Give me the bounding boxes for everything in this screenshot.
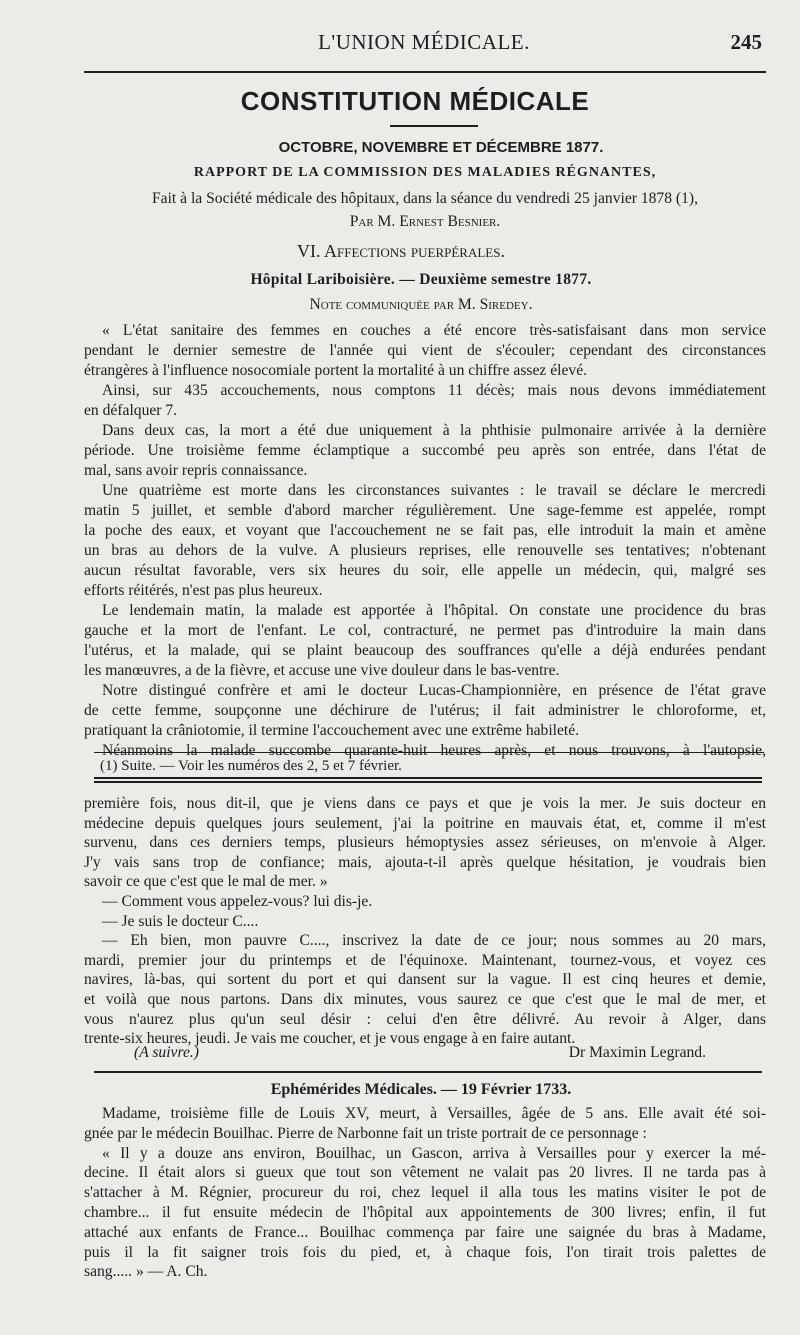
article-line: un bras au dehors de la vulve. A plusieurs reprises, elle renouvelle ses tentatives; n'obtenant: [84, 542, 766, 559]
article-line: Ainsi, sur 435 accouchements, nous comptons 11 décès; mais nous devons immédiatement: [102, 382, 766, 399]
article-line: « L'état sanitaire des femmes en couches a été encore très-satisfaisant dans mon service: [102, 322, 766, 339]
feuilleton-line: — Eh bien, mon pauvre C...., inscrivez la date de ce jour; nous sommes au 20 mars,: [102, 932, 766, 950]
article-line: étrangères à l'influence nosocomiale portent la mortalité à un chiffre assez élevé.: [84, 362, 588, 379]
feuilleton-line: navires, là-bas, qui sortent du port et qui dansent sur la vague. Il est cinq heures et demie,: [84, 971, 766, 989]
article-line: Le lendemain matin, la malade est apportée à l'hôpital. On constate une procidence du bras: [102, 602, 766, 619]
article-line: Néanmoins la malade succombe quarante-huit heures après, et nous trouvons, à l'autopsie,: [102, 742, 766, 759]
article-line: mal, sans avoir repris connaissance.: [84, 462, 308, 479]
ephemerides-rule: [94, 1071, 762, 1073]
ephemerides-line: « Il y a douze ans environ, Bouilhac, un Gascon, arriva à Versailles pour y exercer la mé-: [102, 1144, 766, 1162]
report-author: Par M. Ernest Besnier.: [349, 213, 501, 230]
feuilleton-line: — Comment vous appelez-vous? lui dis-je.: [102, 893, 373, 910]
article-line: pratiquant la crâniotomie, il termine l'accouchement avec une extrême habileté.: [84, 722, 580, 739]
feuilleton-line: vous n'aurez plus qu'un seul désir : celui d'en être délivré. Au revoir à Alger, dans: [84, 1010, 766, 1028]
signature: Dr Maximin Legrand.: [568, 1044, 706, 1061]
report-title: RAPPORT DE LA COMMISSION DES MALADIES RÉGNANTES,: [193, 165, 657, 180]
note-by: Note communiquée par M. Siredey.: [309, 296, 533, 313]
ephemerides-line: s'attacher à M. Régnier, procureur du roi, chez lequel il alla tous les matins visiter le pot de: [84, 1184, 766, 1202]
feuilleton-line: trente-six heures, jeudi. Je vais me coucher, et je vous engage à en faire autant.: [84, 1030, 576, 1048]
ephemerides-line: puis il la fit saigner trois fois du pied, et, à chaque fois, l'on tirait trois palettes de: [84, 1243, 766, 1261]
feuilleton-line: J'y vais sans trop de confiance; mais, ajouta-t-il après quelque hésitation, je voudrais bien: [84, 853, 766, 871]
feuilleton-footer: [84, 1044, 766, 1066]
ephemerides-line: sang..... » — A. Ch.: [84, 1263, 208, 1281]
feuilleton-line: médecine depuis quelques jours seulement, j'ai la poitrine en mauvais état, et, comme il m'est: [84, 814, 766, 832]
ephemerides-line: chambre... il fut ensuite médecin de l'hôpital aux appointements de 300 livres; enfin, il fut: [84, 1204, 766, 1221]
feuilleton-rule-2: [94, 781, 762, 783]
article-line: pendant le dernier semestre de l'année qui vient de s'écouler; cependant des circonstances: [84, 342, 766, 359]
article-line: période. Une troisième femme éclamptique a succombé peu après son entrée, dans l'état de: [84, 442, 766, 459]
hospital-heading: Hôpital Lariboisière. — Deuxième semestre 1877.: [250, 271, 592, 288]
article-line: l'utérus, et la malade, qui se plaint beaucoup des souffrances qu'elle a déjà endurées pendant: [84, 642, 766, 659]
feuilleton-line: survenu, dans ces derniers temps, plusieurs hémoptysies assez sérieuses, on m'envoie à Alger.: [84, 834, 766, 852]
article-line: en défalquer 7.: [84, 402, 178, 419]
feuilleton-line: première fois, nous dit-il, que je viens dans ce pays et que je vois la mer. Je suis docteur en: [84, 795, 766, 812]
report-period: OCTOBRE, NOVEMBRE ET DÉCEMBRE 1877.: [278, 139, 604, 156]
page-number: 245: [730, 30, 762, 54]
header-rule: [84, 71, 766, 73]
report-context: Fait à la Société médicale des hôpitaux, dans la séance du vendredi 25 janvier 1878 (1),: [151, 190, 699, 207]
footnote: (1) Suite. — Voir les numéros des 2, 5 et 7 février.: [100, 758, 402, 774]
footnote-rule: [94, 752, 764, 753]
article-line: matin 5 juillet, et semble d'abord marcher régulièrement. Une sage-femme est appelée, rompt: [84, 502, 766, 519]
article-line: Une quatrième est morte dans les circonstances suivantes : le travail se déclare le mercredi: [102, 482, 766, 499]
ephemerides-line: Madame, troisième fille de Louis XV, meurt, à Versailles, âgée de 5 ans. Elle avait été soi-: [102, 1105, 766, 1122]
ephemerides-title: Ephémérides Médicales. — 19 Février 1733.: [270, 1081, 572, 1098]
title-underline: [390, 125, 478, 127]
feuilleton-line: — Je suis le docteur C....: [102, 912, 259, 930]
article-line: aucun résultat favorable, vers six heures du soir, elle appelle un médecin, qui, malgré ses: [84, 562, 766, 579]
feuilleton-line: mardi, premier jour du printemps et de l'équinoxe. Maintenant, tournez-vous, et voyez ces: [84, 951, 766, 969]
ephemerides-line: decine. Il était alors si gueux que tout son vêtement ne valait pas 20 livres. Il ne tarda pas à: [84, 1164, 766, 1182]
running-head: [84, 30, 764, 60]
ephemerides-line: gnée par le médecin Bouilhac. Pierre de Narbonne fait un triste portrait de ce personnage :: [84, 1124, 647, 1142]
journal-title: L'UNION MÉDICALE.: [318, 30, 530, 54]
article-line: gauche et la mort de l'enfant. Le col, contracturé, ne permet pas d'introduire la main dans: [84, 622, 766, 639]
ephemerides-line: attaché aux enfants de France... Bouilhac commença par faire une saignée du bras à Madame,: [84, 1223, 766, 1241]
section-title: CONSTITUTION MÉDICALE: [240, 86, 590, 116]
feuilleton-rule-1: [94, 777, 762, 779]
chapter-heading: VI. Affections puerpérales.: [297, 241, 505, 261]
article-line: Notre distingué confrère et ami le docteur Lucas-Championnière, en présence de l'état grave: [102, 682, 766, 699]
feuilleton-line: savoir ce que c'est que le mal de mer. »: [84, 873, 328, 891]
article-line: de cette femme, soupçonne une déchirure de l'utérus; il fait administrer le chloroforme, et,: [84, 702, 766, 719]
article-line: la poche des eaux, et voyant que l'accouchement ne se fait pas, elle introduit la main et amène: [84, 522, 766, 539]
feuilleton-line: et voilà que nous partons. Dans dix minutes, vous saurez ce que c'est que le mal de mer, et: [84, 991, 766, 1008]
article-line: efforts réitérés, n'est pas plus heureux.: [84, 582, 323, 599]
to-follow: (A suivre.): [134, 1044, 199, 1061]
article-line: les manœuvres, a de la fièvre, et accuse une vive douleur dans le bas-ventre.: [84, 662, 560, 679]
article-line: Dans deux cas, la mort a été due uniquement à la phthisie pulmonaire arrivée à la dernière: [102, 422, 766, 439]
